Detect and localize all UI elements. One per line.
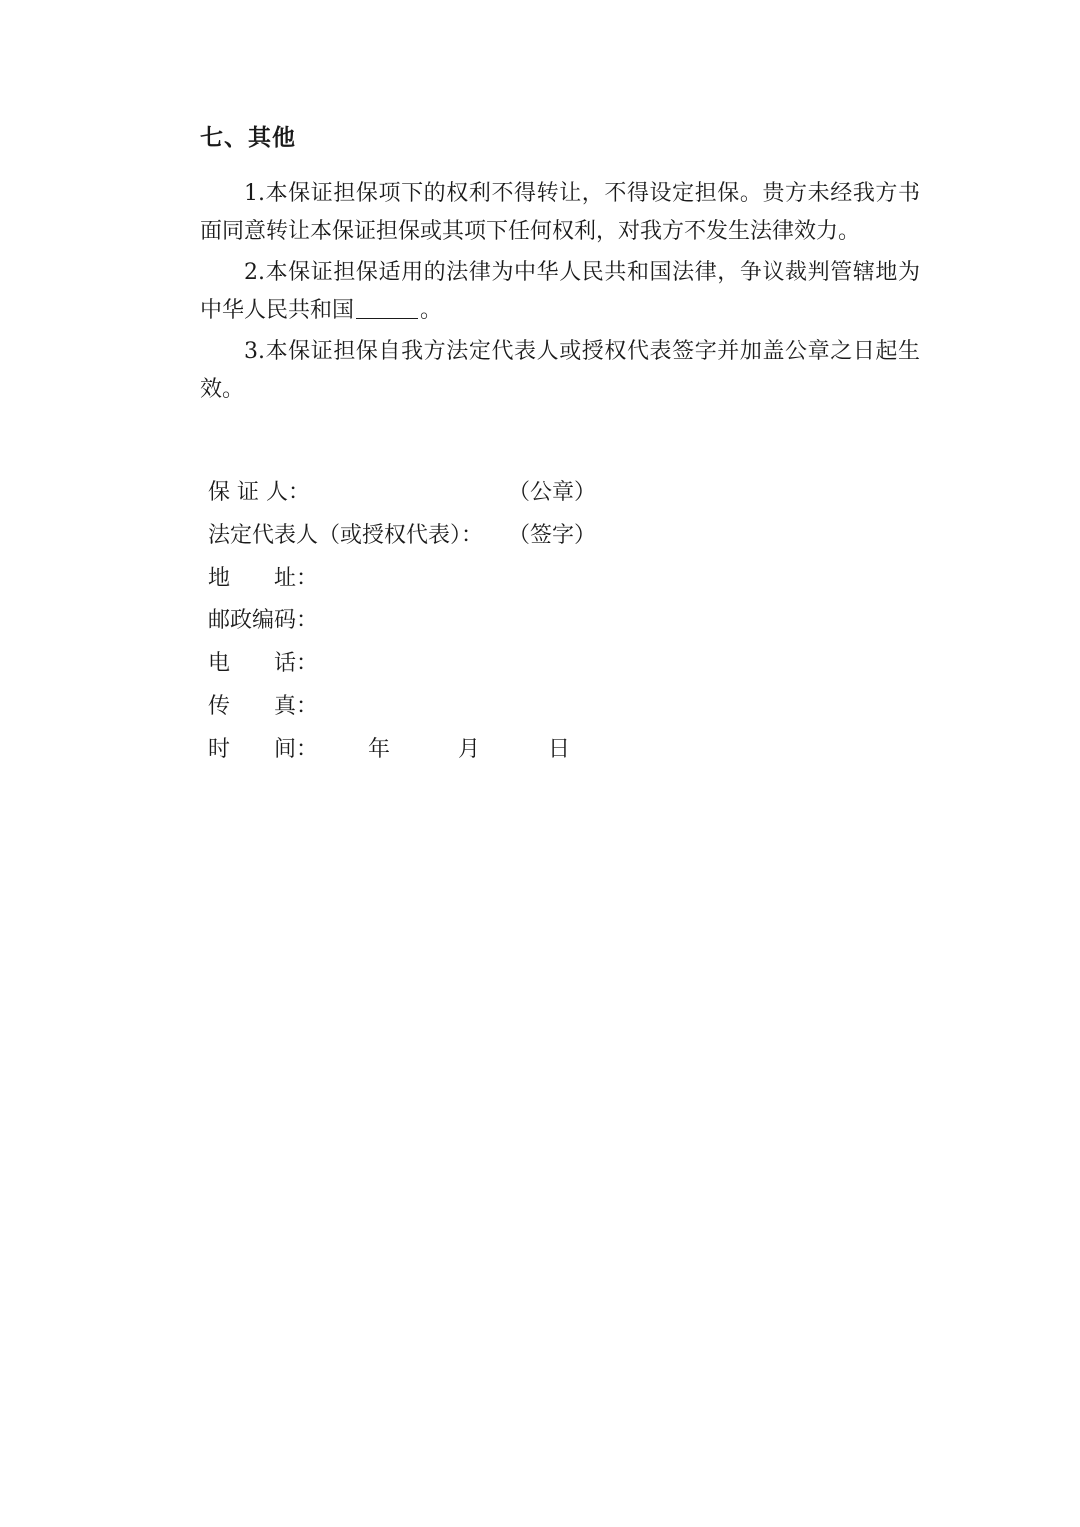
signature-note: （签字）: [508, 522, 597, 548]
jurisdiction-blank-field[interactable]: [356, 296, 418, 319]
signature-block: [200, 472, 920, 772]
signature-row-address: [208, 558, 920, 601]
date-label: 时 间：: [208, 737, 319, 763]
clause-paragraph-1: 1.本保证担保项下的权利不得转让，不得设定担保。贵方未经我方书面同意转让本保证担保或其项下任何权利，对我方不发生法律效力。: [200, 180, 920, 245]
signature-row-telephone: [208, 643, 920, 686]
date-day-unit: 日: [548, 737, 571, 763]
page-title: 七、其他: [200, 125, 296, 151]
signature-row-postal-code: [208, 600, 920, 643]
official-seal-note: （公章）: [508, 479, 597, 505]
signature-row-date: [208, 729, 920, 772]
guarantor-label: 保 证 人：: [208, 479, 310, 505]
clause-2-text-before-blank: 2.本保证担保适用的法律为中华人民共和国法律，争议裁判管辖地为中华人民共和国: [200, 259, 920, 324]
postal-code-label: 邮政编码：: [208, 608, 319, 634]
fax-label: 传 真：: [208, 694, 319, 720]
signature-row-fax: [208, 686, 920, 729]
address-label: 地 址：: [208, 565, 319, 591]
clause-2-text-after-blank: 。: [420, 298, 443, 324]
signature-row-guarantor: [208, 472, 920, 515]
date-month-unit: 月: [458, 737, 481, 763]
legal-representative-label: 法定代表人（或授权代表）：: [208, 522, 484, 548]
clause-paragraph-3: 3.本保证担保自我方法定代表人或授权代表签字并加盖公章之日起生效。: [200, 338, 920, 403]
date-year-unit: 年: [368, 737, 391, 763]
clause-paragraph-2: [200, 254, 920, 331]
signature-row-legal-representative: [208, 515, 920, 558]
telephone-label: 电 话：: [208, 651, 319, 677]
